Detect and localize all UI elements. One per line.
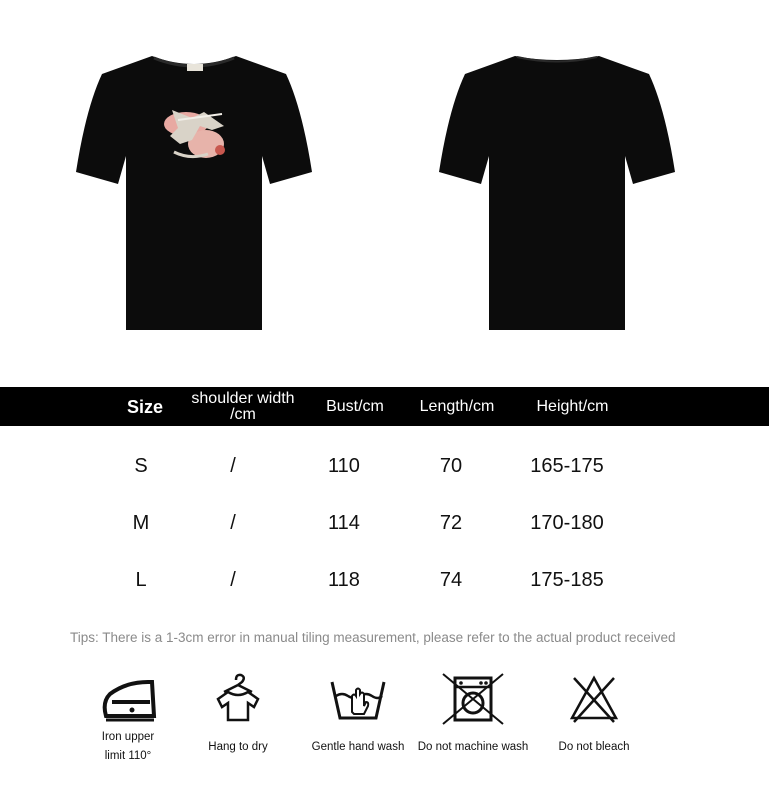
header-bust: Bust/cm <box>326 397 384 415</box>
care-label-hang: Hang to dry <box>208 741 268 753</box>
table-row <box>0 503 769 543</box>
hanger-shirt-icon <box>206 672 270 726</box>
cell-shoulder: / <box>230 511 236 534</box>
tshirt-back-image <box>437 48 677 338</box>
measurement-tip: Tips: There is a 1-3cm error in manual tiling measurement, please refer to the actual product received <box>70 630 676 645</box>
table-row <box>0 446 769 486</box>
cell-length: 70 <box>439 454 463 477</box>
cell-shoulder: / <box>230 454 236 477</box>
iron-icon <box>96 672 160 726</box>
product-images <box>0 0 769 380</box>
care-item-iron <box>88 672 168 782</box>
no-machine-wash-icon <box>441 672 505 726</box>
cell-height: 165-175 <box>530 454 604 477</box>
care-item-no-bleach <box>548 672 640 782</box>
cell-bust: 118 <box>328 568 360 591</box>
header-shoulder-width <box>180 387 306 426</box>
cell-size: M <box>132 511 150 534</box>
care-label-hand-wash: Gentle hand wash <box>311 741 405 753</box>
tshirt-front-image <box>74 48 314 338</box>
header-length: Length/cm <box>419 397 495 415</box>
cell-bust: 114 <box>328 511 360 534</box>
header-shoulder-line1: shoulder width <box>191 389 295 407</box>
no-bleach-icon <box>562 672 626 726</box>
cell-bust: 110 <box>328 454 360 477</box>
header-shoulder-line2: /cm <box>230 405 256 423</box>
cell-size: S <box>134 454 148 477</box>
care-label-no-machine-wash: Do not machine wash <box>417 741 529 753</box>
size-table-header <box>0 387 769 426</box>
cell-shoulder: / <box>230 568 236 591</box>
care-item-no-machine-wash <box>413 672 533 782</box>
cell-size: L <box>135 568 147 591</box>
hand-wash-icon <box>326 672 390 726</box>
neck-label <box>187 64 203 71</box>
cell-length: 72 <box>439 511 463 534</box>
care-label-iron-line2: limit 110° <box>104 750 152 762</box>
care-label-iron-line1: Iron upper <box>101 731 155 743</box>
header-size: Size <box>126 396 164 417</box>
cell-height: 175-185 <box>530 568 604 591</box>
table-row <box>0 560 769 600</box>
cell-length: 74 <box>439 568 463 591</box>
header-height: Height/cm <box>536 397 609 415</box>
cell-height: 170-180 <box>530 511 604 534</box>
care-item-hang <box>198 672 278 782</box>
care-item-hand-wash <box>303 672 413 782</box>
care-label-no-bleach: Do not bleach <box>558 741 630 753</box>
